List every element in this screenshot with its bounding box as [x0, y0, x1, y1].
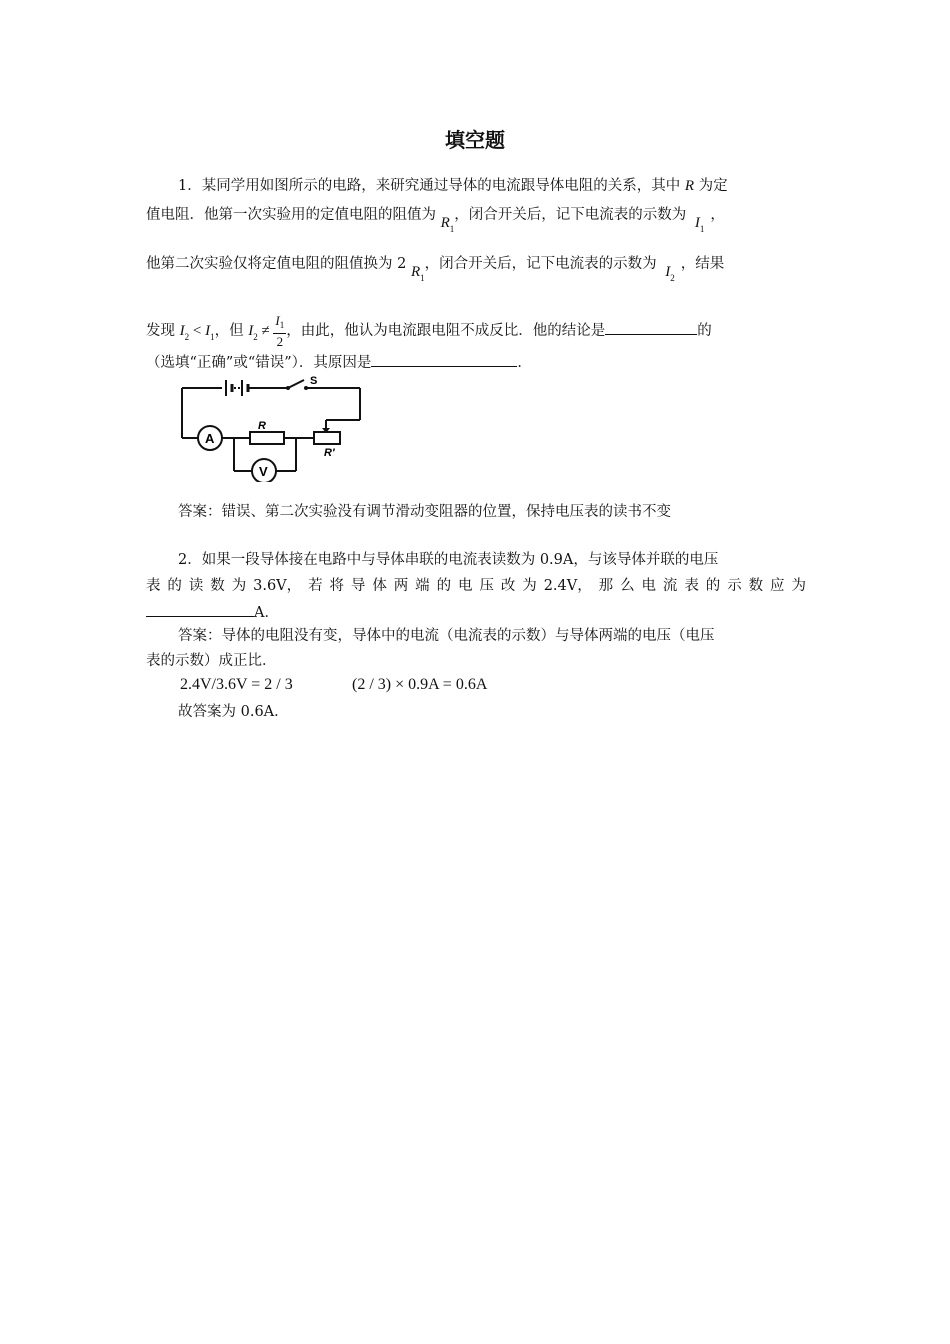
- q2-line-2-word: 流: [662, 578, 678, 594]
- q1-text-4c: ，由此，他认为电流跟电阻不成反比．他的结论是: [286, 323, 606, 339]
- q2-line-2-word: 3.6V，: [253, 578, 302, 594]
- q2-line-2-word: 若: [308, 578, 323, 594]
- q2-line-2-word: 端: [415, 578, 430, 594]
- q2-line-2-word: 表: [146, 578, 161, 594]
- q2-line-2-word: 为: [231, 578, 247, 594]
- q2-line-3: [146, 601, 806, 623]
- q1-text-5b: ．: [517, 355, 532, 371]
- q1-text-2c: ，: [710, 207, 725, 223]
- q1-line-4: [146, 313, 806, 349]
- q1-var-r: R: [684, 178, 695, 194]
- q2-line-2-word: 电: [641, 578, 656, 594]
- q2-blank-current[interactable]: [146, 601, 254, 617]
- q2-equation-1: 2.4V/3.6V = 2 / 3: [180, 676, 293, 693]
- q1-answer: 答案：错误、第二次实验没有调节滑动变阻器的位置，保持电压表的读书不变: [178, 504, 671, 520]
- q2-line-1: 2．如果一段导体接在电路中与导体串联的电流表读数为 0.9A，与该导体并联的电压: [178, 552, 719, 568]
- resistor-label: R: [258, 420, 266, 432]
- q2-unit-text: A．: [254, 605, 279, 621]
- q2-equation-2: (2 / 3) × 0.9A = 0.6A: [352, 676, 488, 693]
- q1-text-3a: 他第二次实验仅将定值电阻的阻值换为 2: [146, 256, 411, 272]
- q1-i2: $I_2$: [665, 264, 675, 283]
- q2-line-2-word: 改: [500, 578, 516, 594]
- q2-line-2-word: 数: [210, 578, 225, 594]
- q2-line-2-word: 的: [436, 578, 452, 594]
- q2-line-2-word: 表: [684, 578, 699, 594]
- q1-fraction: $\frac{I_1}{2}$: [275, 313, 285, 349]
- q2-line-2-word: 么: [620, 578, 635, 594]
- q1-text-1a: 1．某同学用如图所示的电路，来研究通过导体的电流跟导体电阻的关系，其中: [178, 178, 685, 194]
- q1-blank-reason[interactable]: [371, 351, 517, 367]
- q1-text-4a: 发现: [146, 323, 180, 339]
- q1-line-3: [146, 254, 806, 283]
- q2-line-2-word: 读: [188, 578, 204, 594]
- q2-line-2-word: 压: [479, 578, 494, 594]
- q2-line-2-word: 为: [522, 578, 537, 594]
- q2-line-2-word: 导: [350, 578, 366, 594]
- q2-line-2-word: 电: [458, 578, 473, 594]
- q2-line-2: [146, 576, 806, 596]
- switch-blade: [288, 380, 304, 388]
- q2-line-2-word: 两: [393, 578, 409, 594]
- q2-line-2-word: 的: [705, 578, 721, 594]
- q1-text-5a: （选填“正确”或“错误”）．其原因是: [146, 355, 372, 371]
- switch-label: S: [310, 375, 318, 387]
- q1-i1: $I_1$: [694, 215, 705, 234]
- q2-line-2-word: 那: [598, 578, 614, 594]
- q2-line-2-word: 应: [770, 578, 785, 594]
- circuit-diagram: [176, 374, 368, 482]
- q2-answer-line-1: 答案：导体的电阻没有变，导体中的电流（电流表的示数）与导体两端的电压（电压: [178, 628, 715, 644]
- q1-text-2a: 值电阻．他第一次实验用的定值电阻的阻值为: [146, 207, 441, 223]
- q2-answer-line-2: 表的示数）成正比．: [146, 653, 277, 669]
- q2-line-2-word: 示: [727, 578, 742, 594]
- q1-line-1: [146, 176, 838, 196]
- q1-blank-conclusion[interactable]: [605, 319, 697, 335]
- ammeter-label: A: [205, 431, 215, 446]
- voltmeter-label: V: [259, 464, 268, 479]
- q2-line-2-word: 体: [372, 578, 387, 594]
- q1-text-4b: ，但: [214, 323, 249, 339]
- q2-line-2-word: 2.4V，: [543, 578, 592, 594]
- q1-text-3c: ，结果: [680, 256, 725, 272]
- q2-line-2-word: 将: [329, 578, 344, 594]
- q1-text-1b: 为定: [694, 178, 728, 194]
- page-title: 填空题: [445, 128, 505, 152]
- q1-r1: $R_1$: [440, 215, 455, 234]
- q1-not-equal: $I_2$ ≠: [248, 323, 274, 342]
- q1-r1-second: $R_1$: [410, 264, 425, 283]
- q1-text-2b: ，闭合开关后，记下电流表的示数为: [454, 207, 691, 223]
- q2-line-2-word: 数: [748, 578, 764, 594]
- q2-line-2-word: 为: [791, 578, 806, 594]
- q1-line-5: [146, 351, 806, 373]
- q1-line-2: [146, 205, 806, 234]
- q2-final-answer: 故答案为 0.6A．: [178, 704, 289, 720]
- rheostat-label: R′: [324, 447, 335, 459]
- q1-text-3b: ，闭合开关后，记下电流表的示数为: [424, 256, 662, 272]
- q1-inequality: $I_2 < I_1$: [179, 323, 215, 342]
- q2-line-2-word: 的: [167, 578, 182, 594]
- q1-text-4d: 的: [697, 323, 712, 339]
